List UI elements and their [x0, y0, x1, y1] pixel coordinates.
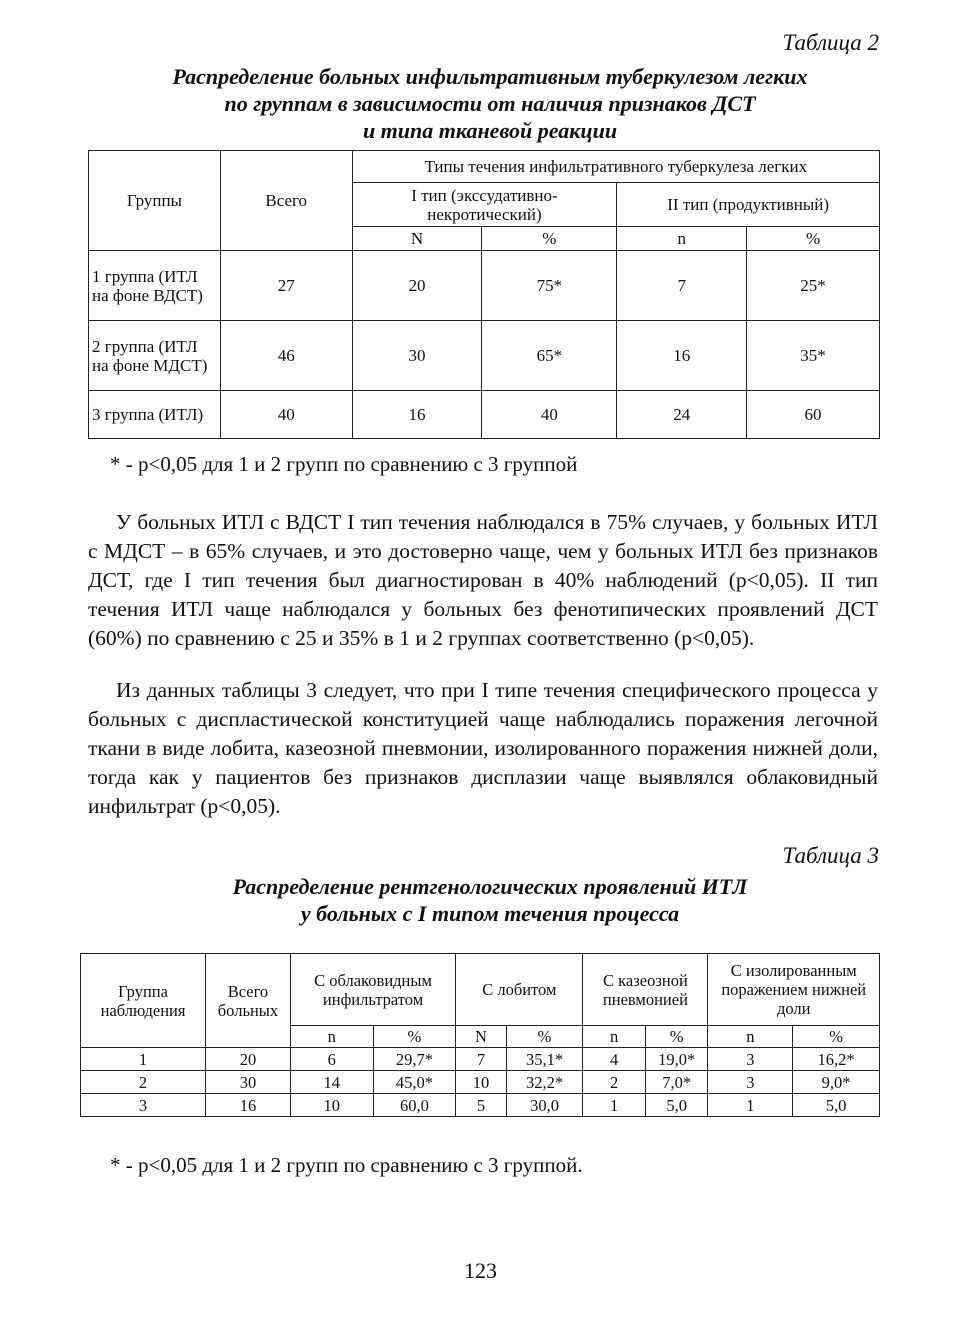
table2-cell-group: 3 группа (ИТЛ) [89, 391, 221, 439]
table3-header-total: Всего больных [206, 954, 291, 1048]
table2-header-type2: II тип (продуктивный) [617, 183, 880, 227]
table2-header-n2: n [617, 227, 747, 251]
table3-cell-total: 20 [206, 1048, 291, 1071]
table2-cell-n2: 16 [617, 321, 747, 391]
table3-cell: 7,0* [645, 1071, 708, 1094]
table3-cell-total: 16 [206, 1094, 291, 1117]
table3-cell-total: 30 [206, 1071, 291, 1094]
table3-cell: 30,0 [506, 1094, 583, 1117]
table2-cell-group: 1 группа (ИТЛ на фоне ВДСТ) [89, 251, 221, 321]
table3-cell: 19,0* [645, 1048, 708, 1071]
table2-cell-n2: 7 [617, 251, 747, 321]
table2-cell-pct1: 40 [482, 391, 617, 439]
table2-cell-group: 2 группа (ИТЛ на фоне МДСТ) [89, 321, 221, 391]
table3-cell: 1 [583, 1094, 646, 1117]
table2-cell-n1: 30 [352, 321, 482, 391]
table2-cell-pct1: 65* [482, 321, 617, 391]
table2-header-types: Типы течения инфильтративного туберкулеза легких [352, 151, 879, 183]
table3-cell: 5,0 [645, 1094, 708, 1117]
table2-label: Таблица 2 [782, 30, 879, 55]
table3-subheader: n [708, 1026, 793, 1048]
table2-header-total: Всего [220, 151, 352, 251]
table3-footnote: * - р<0,05 для 1 и 2 групп по сравнению с 3 группой. [110, 1153, 583, 1177]
table2-title-line: и типа тканевой реакции [362, 118, 618, 143]
table3-cell: 10 [456, 1071, 506, 1094]
table-row [81, 1094, 880, 1117]
table2-title-line: Распределение больных инфильтративным туберкулезом легких [172, 64, 808, 89]
table2-cell-total: 27 [220, 251, 352, 321]
table3-subheader: N [456, 1026, 506, 1048]
table3-header-group: Группа наблюдения [81, 954, 206, 1048]
table3-label: Таблица 3 [782, 843, 879, 868]
body-paragraph [88, 676, 878, 821]
table2-cell-pct2: 25* [747, 251, 880, 321]
table3-subheader: % [793, 1026, 880, 1048]
table3-cell: 16,2* [793, 1048, 880, 1071]
table2-header-type1: I тип (экссудативно-некротический) [352, 183, 617, 227]
table3-header-lobit: С лобитом [456, 954, 583, 1026]
table2-cell-pct2: 60 [747, 391, 880, 439]
body-paragraph [88, 508, 878, 653]
table2-header-n1: N [352, 227, 482, 251]
table3-cell: 45,0* [373, 1071, 456, 1094]
table2-header-pct2: % [747, 227, 880, 251]
table3-cell: 32,2* [506, 1071, 583, 1094]
table2-title [110, 63, 870, 144]
table3-title-line: у больных с I типом течения процесса [300, 901, 680, 926]
table-row [81, 1048, 880, 1071]
table3-cell: 2 [583, 1071, 646, 1094]
paragraph-text: Из данных таблицы 3 следует, что при I типе течения специфического процесса у больных с диспластической конституцией чаще наблюдались поражения легочной ткани в виде лобита, казеозной пневмонии, изолированного поражения нижней доли, тогда как у пациентов без признаков дисплазии чаще выявлялся облаковидный инфильтрат (р<0,05). [88, 678, 878, 818]
table3-cell: 14 [290, 1071, 373, 1094]
table3-cell-group: 1 [81, 1048, 206, 1071]
table2-cell-total: 40 [220, 391, 352, 439]
table2-header-pct1: % [482, 227, 617, 251]
table-row [81, 1071, 880, 1094]
table2-footnote: * - р<0,05 для 1 и 2 групп по сравнению с 3 группой [110, 452, 578, 476]
table3-cell: 60,0 [373, 1094, 456, 1117]
table-row [89, 251, 880, 321]
table3-cell: 10 [290, 1094, 373, 1117]
table2-header-groups: Группы [89, 151, 221, 251]
table2-cell-n1: 20 [352, 251, 482, 321]
table3-subheader: % [645, 1026, 708, 1048]
table2-cell-n2: 24 [617, 391, 747, 439]
table3-cell: 3 [708, 1048, 793, 1071]
table2-cell-pct2: 35* [747, 321, 880, 391]
table-row [89, 321, 880, 391]
table3-cell: 1 [708, 1094, 793, 1117]
table3-cell: 4 [583, 1048, 646, 1071]
table3-title-line: Распределение рентгенологических проявлений ИТЛ [232, 874, 748, 899]
paragraph-text: У больных ИТЛ с ВДСТ I тип течения наблюдался в 75% случаев, у больных ИТЛ с МДСТ – в 65% случаев, и это достоверно чаще, чем у больных ИТЛ без признаков ДСТ, где I тип течения был диагностирован в 40% наблюдений (р<0,05). II тип течения ИТЛ чаще наблюдался у больных без фенотипических проявлений ДСТ (60%) по сравнению с 25 и 35% в 1 и 2 группах соответственно (р<0,05). [88, 510, 878, 650]
table2-cell-pct1: 75* [482, 251, 617, 321]
table3-subheader: n [583, 1026, 646, 1048]
page-number: 123 [464, 1258, 497, 1283]
table3-cell-group: 2 [81, 1071, 206, 1094]
table3-header-caseous: С казеозной пневмонией [583, 954, 708, 1026]
table3-cell: 29,7* [373, 1048, 456, 1071]
table2-cell-n1: 16 [352, 391, 482, 439]
table3-cell: 5 [456, 1094, 506, 1117]
table3-header-isolated: С изолированным поражением нижней доли [708, 954, 880, 1026]
table3-cell: 3 [708, 1071, 793, 1094]
table3-cell-group: 3 [81, 1094, 206, 1117]
table3-header-cloud: С облаковидным инфильтратом [290, 954, 455, 1026]
table2-cell-total: 46 [220, 321, 352, 391]
table3-subheader: % [506, 1026, 583, 1048]
table3-cell: 5,0 [793, 1094, 880, 1117]
table3-cell: 35,1* [506, 1048, 583, 1071]
table3-cell: 6 [290, 1048, 373, 1071]
table3 [80, 953, 880, 1117]
table2 [88, 150, 880, 439]
table-row [89, 391, 880, 439]
table3-subheader: % [373, 1026, 456, 1048]
table3-cell: 7 [456, 1048, 506, 1071]
table3-title [110, 873, 870, 927]
table3-subheader: n [290, 1026, 373, 1048]
table2-title-line: по группам в зависимости от наличия признаков ДСТ [224, 91, 756, 116]
table3-cell: 9,0* [793, 1071, 880, 1094]
